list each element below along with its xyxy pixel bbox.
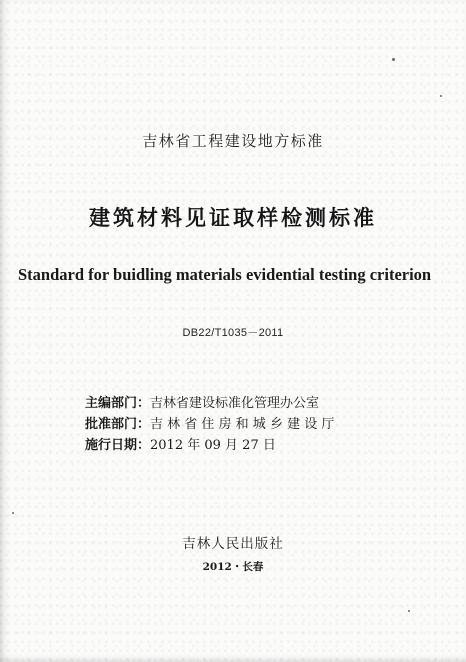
scan-speck	[12, 512, 14, 514]
document-title-chinese: 建筑材料见证取样检测标准	[89, 206, 377, 230]
publication-year-place: 2012・长春	[202, 561, 264, 573]
editor-department-row	[85, 392, 319, 411]
issuing-category: 吉林省工程建设地方标准	[142, 132, 324, 150]
approval-department-label: 批准部门：	[85, 417, 151, 432]
document-title-english: Standard for buidling materials evidential testing criterion	[18, 265, 432, 284]
standard-code: DB22/T1035－2011	[182, 327, 284, 339]
publisher-name: 吉林人民出版社	[182, 536, 284, 552]
effective-date-value: 2012 年 09 月 27 日	[150, 438, 276, 453]
effective-date-label: 施行日期：	[85, 438, 151, 453]
effective-date-row	[85, 434, 276, 453]
approval-department-row	[85, 413, 334, 432]
scan-speck	[440, 95, 442, 97]
approval-department-value: 吉 林 省 住 房 和 城 乡 建 设 厅	[150, 417, 335, 432]
editor-department-label: 主编部门：	[85, 396, 151, 411]
editor-department-value: 吉林省建设标准化管理办公室	[150, 396, 320, 411]
scan-speck	[408, 610, 410, 612]
scan-speck	[392, 58, 395, 61]
